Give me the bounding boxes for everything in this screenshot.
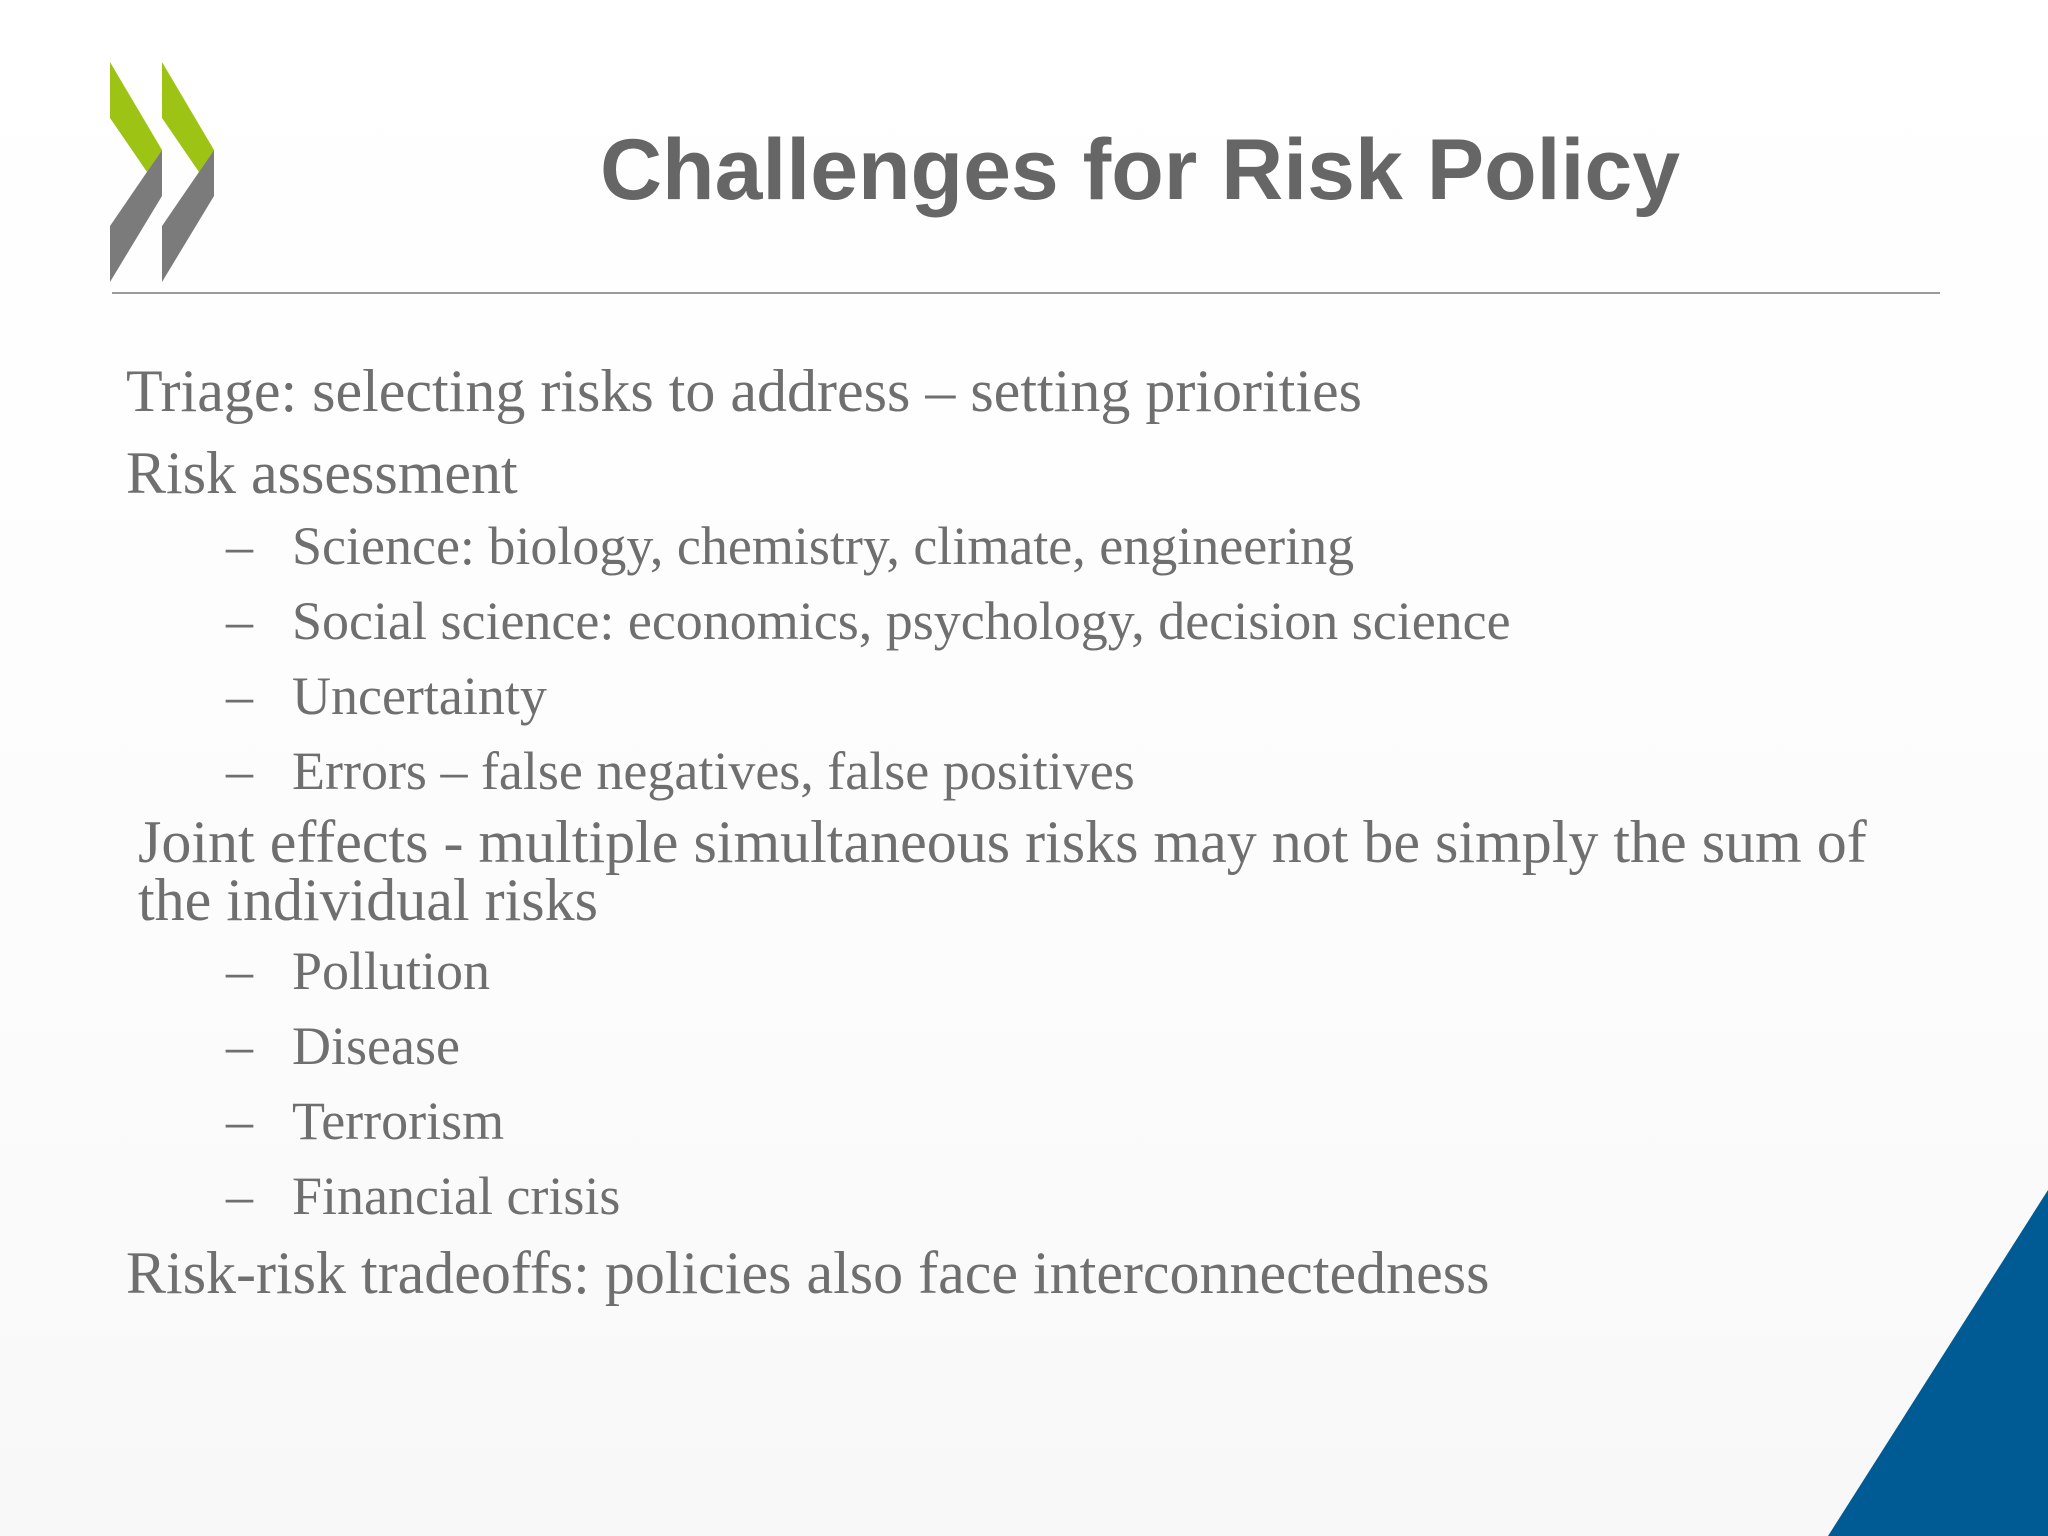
list-item-text: Science: biology, chemistry, climate, engineering	[292, 516, 1355, 576]
slide-content	[126, 358, 1946, 1306]
title-divider	[112, 292, 1940, 294]
dash-glyph: –	[226, 591, 253, 651]
dash-glyph: –	[226, 1091, 253, 1151]
list-item-text: Disease	[292, 1016, 460, 1076]
dash-glyph: –	[226, 941, 253, 1001]
bullet-triage: Triage: selecting risks to address – setting priorities	[126, 358, 1362, 424]
dash-glyph: –	[226, 741, 253, 801]
slide-title: Challenges for Risk Policy	[599, 122, 1681, 218]
list-item	[126, 1016, 1946, 1076]
list-item-text: Financial crisis	[292, 1166, 621, 1226]
logo-chevron-left-gray	[110, 150, 162, 282]
bullet-joint-effects: Joint effects - multiple simultaneous risks may not be simply the sum of the individual risks	[138, 809, 1867, 933]
list-item	[126, 666, 1946, 726]
bullet-risk-assessment: Risk assessment	[126, 440, 518, 506]
list-item-text: Pollution	[292, 941, 491, 1001]
list-item	[126, 591, 1946, 651]
logo-chevron-right-gray	[162, 150, 214, 282]
list-item-text: Terrorism	[292, 1091, 505, 1151]
bullet-risk-risk-tradeoffs: Risk-risk tradeoffs: policies also face interconnectedness	[126, 1240, 1490, 1306]
corner-triangle-decoration	[1828, 1190, 2048, 1536]
list-item-text: Errors – false negatives, false positives	[292, 741, 1135, 801]
dash-glyph: –	[226, 666, 253, 726]
logo-chevron-left-green	[110, 62, 162, 172]
list-item	[126, 741, 1946, 801]
risk-assessment-list	[126, 516, 1946, 801]
list-item	[126, 1091, 1946, 1151]
joint-effects-list	[126, 941, 1946, 1226]
list-item	[126, 941, 1946, 1001]
dash-glyph: –	[226, 1166, 253, 1226]
list-item	[126, 1166, 1946, 1226]
chevron-quote-logo-icon	[110, 62, 220, 282]
list-item-text: Uncertainty	[292, 666, 547, 726]
list-item-text: Social science: economics, psychology, decision science	[292, 591, 1511, 651]
logo-chevron-right-green	[162, 62, 214, 172]
list-item	[126, 516, 1946, 576]
dash-glyph: –	[226, 1016, 253, 1076]
dash-glyph: –	[226, 516, 253, 576]
